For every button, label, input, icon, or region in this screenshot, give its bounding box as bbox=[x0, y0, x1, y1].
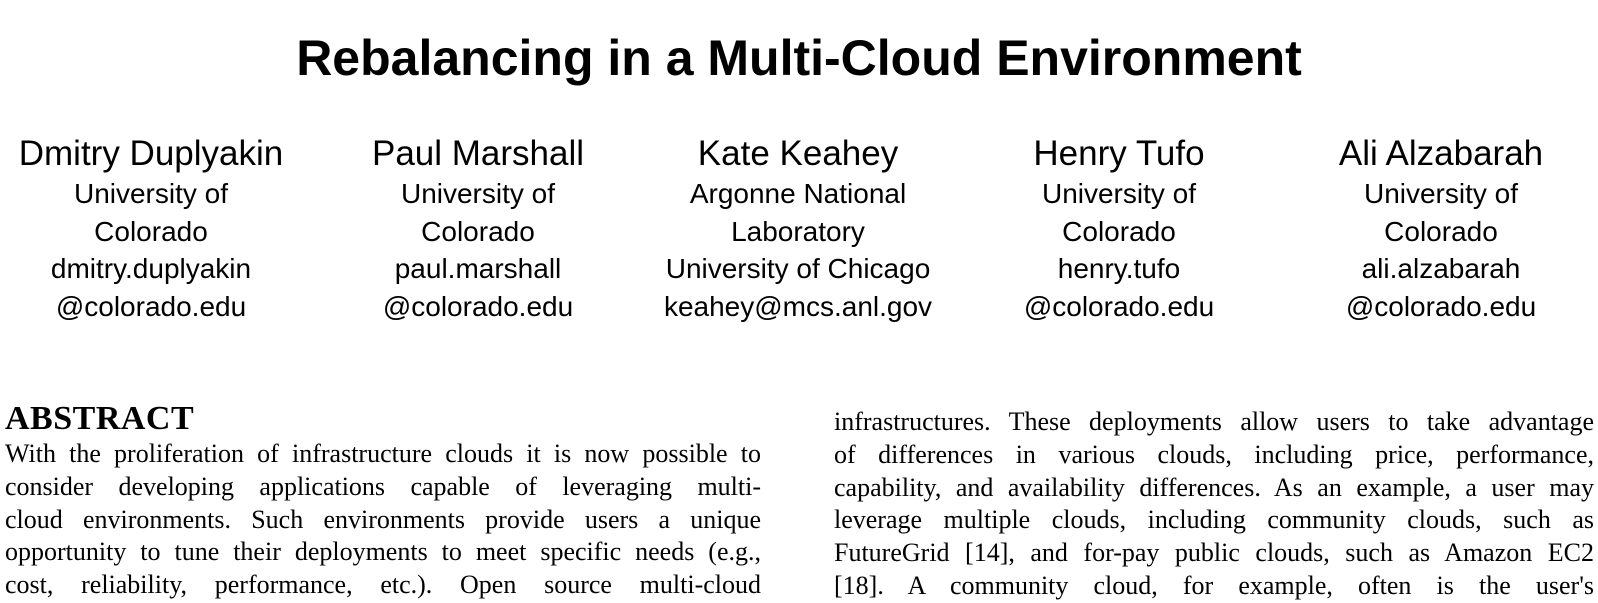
left-column bbox=[5, 400, 761, 602]
author-affiliation: University of Chicago bbox=[665, 253, 931, 284]
author-email: @colorado.edu bbox=[1345, 290, 1537, 322]
text-line: cost, reliability, performance, etc.). Open source multi-cloud bbox=[5, 570, 761, 600]
author-affiliation: Laboratory bbox=[731, 215, 865, 247]
text-line: capability, and availability differences. As an example, a user may bbox=[834, 472, 1594, 502]
text-line: opportunity to tune their deployments to meet specific needs (e.g., bbox=[5, 537, 761, 567]
author-block bbox=[968, 133, 1270, 325]
text-line: of differences in various clouds, including price, performance, bbox=[834, 439, 1594, 469]
author-name: Dmitry Duplyakin bbox=[18, 134, 284, 173]
author-block bbox=[327, 133, 629, 325]
author-affiliation: University of bbox=[400, 178, 556, 209]
author-affiliation: University of bbox=[73, 178, 229, 209]
text-line: infrastructures. These deployments allow users to take advantage bbox=[834, 407, 1594, 436]
author-affiliation: Colorado bbox=[94, 215, 208, 247]
author-email: @colorado.edu bbox=[1023, 290, 1215, 322]
author-email: ali.alzabarah bbox=[1361, 253, 1521, 284]
author-email: paul.marshall bbox=[394, 253, 562, 284]
author-email: dmitry.duplyakin bbox=[50, 253, 252, 284]
abstract-paragraph bbox=[5, 438, 761, 602]
text-line: FutureGrid [14], and for-pay public clouds, such as Amazon EC2 bbox=[834, 538, 1594, 568]
author-email: @colorado.edu bbox=[382, 290, 574, 322]
author-affiliation: University of bbox=[1041, 178, 1197, 209]
author-name: Henry Tufo bbox=[1033, 134, 1205, 173]
author-block bbox=[1290, 133, 1592, 325]
author-email: henry.tufo bbox=[1057, 253, 1181, 284]
author-block bbox=[0, 133, 302, 325]
author-name: Kate Keahey bbox=[697, 134, 899, 173]
text-line: With the proliferation of infrastructure clouds it is now possible to bbox=[5, 439, 761, 468]
author-name: Ali Alzabarah bbox=[1338, 134, 1544, 173]
abstract-heading: ABSTRACT bbox=[5, 400, 195, 437]
author-email: keahey@mcs.anl.gov bbox=[663, 290, 933, 322]
author-affiliation: Argonne National bbox=[689, 178, 907, 209]
author-email: @colorado.edu bbox=[55, 290, 247, 322]
author-affiliation: Colorado bbox=[1384, 215, 1498, 247]
text-line: cloud environments. Such environments provide users a unique bbox=[5, 504, 761, 534]
author-affiliation: University of bbox=[1363, 178, 1519, 209]
text-line: consider developing applications capable of leveraging multi- bbox=[5, 471, 761, 501]
author-name: Paul Marshall bbox=[371, 134, 585, 173]
text-line: leverage multiple clouds, including community clouds, such as bbox=[834, 505, 1594, 535]
body-paragraph bbox=[834, 406, 1594, 603]
author-affiliation: Colorado bbox=[1062, 215, 1176, 247]
text-line: [18]. A community cloud, for example, often is the user's bbox=[834, 570, 1594, 600]
paper-title: Rebalancing in a Multi-Cloud Environment bbox=[296, 30, 1302, 86]
author-block bbox=[638, 133, 958, 325]
right-column bbox=[834, 406, 1594, 603]
author-affiliation: Colorado bbox=[421, 215, 535, 247]
